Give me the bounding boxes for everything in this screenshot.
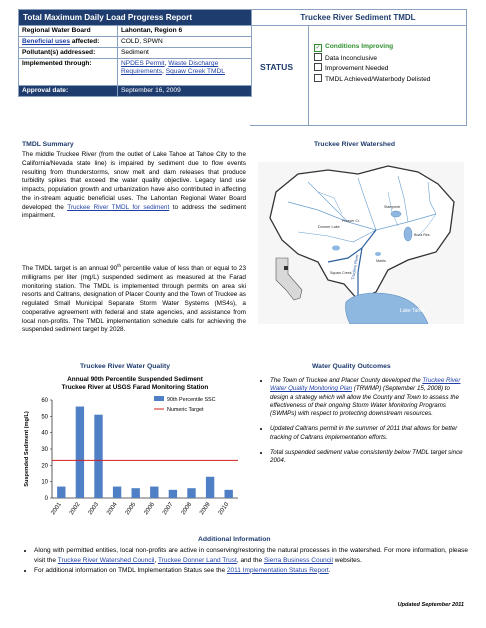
legend-swatch-series [154,396,164,401]
bar [113,487,121,498]
row-label-implemented: Implemented through: [19,59,118,86]
row-label-uses: Beneficial uses affected: [19,37,118,48]
bar [150,487,158,498]
x-tick-label: 2001 [50,501,63,517]
y-tick-label: 60 [41,398,48,404]
map-label-martis: Martis [376,259,386,263]
checkbox-checked-icon: ✓ [315,45,321,51]
x-tick-label: 2007 [161,501,175,517]
map-label-donner: Donner Lake [318,225,340,229]
y-tick-label: 40 [41,430,48,437]
y-tick-label: 10 [41,479,48,486]
map-label-prosser: Prosser Cr. [342,219,360,223]
trwc-link[interactable]: Truckee River Watershed Council [57,556,155,564]
map-label-boca: Boca Res. [414,233,431,237]
outcomes-list [260,377,466,473]
map-label-lake-tahoe: Lake Tahoe [400,308,426,314]
legend-label-series: 90th Percentile SSC [167,397,216,403]
additional-heading: Additional Information [198,536,271,543]
summary-paragraph-2: The TMDL target is an annual 90th percentile value of less than or equal to 23 milligrams per liter (mg/L) suspended sediment as measured at the Farad monitoring station. The TMDL is implemented through permits on area ski resorts and Caltrans, designation of Placer County and the Town of Truckee as regulated Small Municipal Separate Storm Water Systems (MS4s), a cooperative agreement with federal and state agencies, and assistance from local non-profits. The TMDL implementation schedule calls for achieving the suspended sediment target by 2028. [22,262,247,334]
status-label: STATUS [260,62,294,72]
status-option-achieved: TMDL Achieved/Waterbody Delisted [314,74,430,85]
x-tick-label: 2005 [124,501,138,517]
tmdl-title: Truckee River Sediment TMDL [250,10,466,26]
x-tick-label: 2002 [68,501,82,517]
updated-footer: Updated September 2011 [397,602,464,608]
truckee-tmdl-link[interactable]: Truckee River TMDL for sediment [67,203,170,211]
bar [132,488,140,498]
checkbox-icon [314,63,322,71]
status-option-inconclusive: Data Inconclusive [314,53,430,64]
outcome-item: • Total suspended sediment value consistently below TMDL target since 2004. [270,449,466,466]
wdr-link[interactable]: Waste Discharge Requirements [121,60,219,75]
checkbox-icon [314,74,322,82]
x-tick-label: 2010 [217,501,231,517]
info-table [18,9,252,97]
y-tick-label: 20 [41,463,48,470]
additional-item: • Along with permitted entities, local non-profits are active in conserving/restoring the natural processes in the watershed. For more information, please visit the Truckee River Watershed Council, Truckee Donner Land Trust, and the Sierra Business Council websites. [34,546,468,566]
row-value-uses: COLD, SPWN [118,37,252,48]
squaw-creek-tmdl-link[interactable]: Squaw Creek TMDL [165,68,225,75]
additional-item: • For additional information on TMDL Implementation Status see the 2011 Implementation Status Report. [34,566,468,576]
x-tick-label: 2006 [143,501,156,517]
status-options [314,42,430,84]
outcomes-heading: Water Quality Outcomes [312,363,391,370]
additional-list [22,546,468,575]
row-value-pollutant: Sediment [118,48,252,59]
legend-label-target: Numeric Target [167,407,204,413]
bar [76,407,84,498]
status-option-improving: ✓ Conditions Improving [315,43,394,51]
chart-section-heading: Truckee River Water Quality [80,363,171,370]
watershed-map-graphic [258,162,464,324]
beneficial-uses-link[interactable]: Beneficial uses [22,38,71,45]
y-tick-label: 30 [41,447,48,453]
map-label-stampede: Stampede [384,205,401,209]
x-tick-label: 2003 [87,501,101,517]
row-label-pollutant: Pollutant(s) addressed: [19,48,118,59]
outcome-item: • Updated Caltrans permit in the summer of 2011 that allows for better tracking of Caltrans implementation efforts. [270,425,466,442]
sbc-link[interactable]: Sierra Business Council [263,556,333,564]
watershed-map [258,162,464,324]
map-label-river: Truckee River [350,253,360,281]
outcome-item: • The Town of Truckee and Placer County developed the Truckee River Water Quality Monitoring Plan (TRWMP) (September 15, 2008) to design a strategy which will allow the County and Town to assess the effectiveness of their ongoing Storm Water Monitoring Programs (SWMPs) with respect to protecting downstream resources. [270,377,466,418]
x-tick-label: 2004 [106,501,119,517]
y-tick-label: 0 [44,496,48,502]
status-report-link[interactable]: 2011 Implementation Status Report [226,566,329,574]
report-title: Total Maximum Daily Load Progress Report [19,10,251,25]
status-option-needed: Improvement Needed [314,63,430,74]
x-tick-label: 2009 [199,501,212,517]
row-label-region: Regional Water Board [19,26,118,37]
tdlt-link[interactable]: Truckee Donner Land Trust [157,556,237,564]
bar [225,490,233,498]
bar [57,487,65,498]
trwmp-link[interactable]: Truckee River Water Quality Monitoring Plan [270,377,461,393]
bar [169,490,177,498]
y-axis-label: Suspended Sediment (mg/L) [24,411,30,487]
bar [206,477,214,498]
approval-date: September 16, 2009 [118,86,252,97]
chart-title: Annual 90th Percentile Suspended Sediment Truckee River at USGS Farad Monitoring Station [61,376,209,391]
x-tick-label: 2008 [180,501,194,517]
row-value-implemented: NPDES Permit, Waste Discharge Requirements, Squaw Creek TMDL [118,59,252,86]
approval-label: Approval date: [19,86,118,97]
checkbox-icon [314,53,322,61]
summary-paragraph-1: The middle Truckee River (from the outlet of Lake Tahoe at Tahoe City to the California/Nevada state line) is impaired by sediment due to flow events resulting from thunderstorms, snow melt and dam releases that produce turbidity spikes that exceed the water quality objective. Legacy land use impacts, population growth and urbanization have also contributed in affecting the in-stream aquatic beneficial uses. The Lahontan Regional Water Board developed the Truckee River TMDL for sediment to address the sediment impairment. [22,151,247,220]
map-heading: Truckee River Watershed [314,141,395,148]
sediment-bar-chart [18,392,248,532]
map-label-squaw: Squaw Creek [330,271,352,275]
y-tick-label: 50 [41,414,48,421]
status-divider [308,26,309,125]
bar [94,415,102,498]
summary-heading: TMDL Summary [22,141,74,148]
bar [187,488,195,498]
npdes-permit-link[interactable]: NPDES Permit [121,60,165,67]
row-value-region: Lahontan, Region 6 [118,26,252,37]
